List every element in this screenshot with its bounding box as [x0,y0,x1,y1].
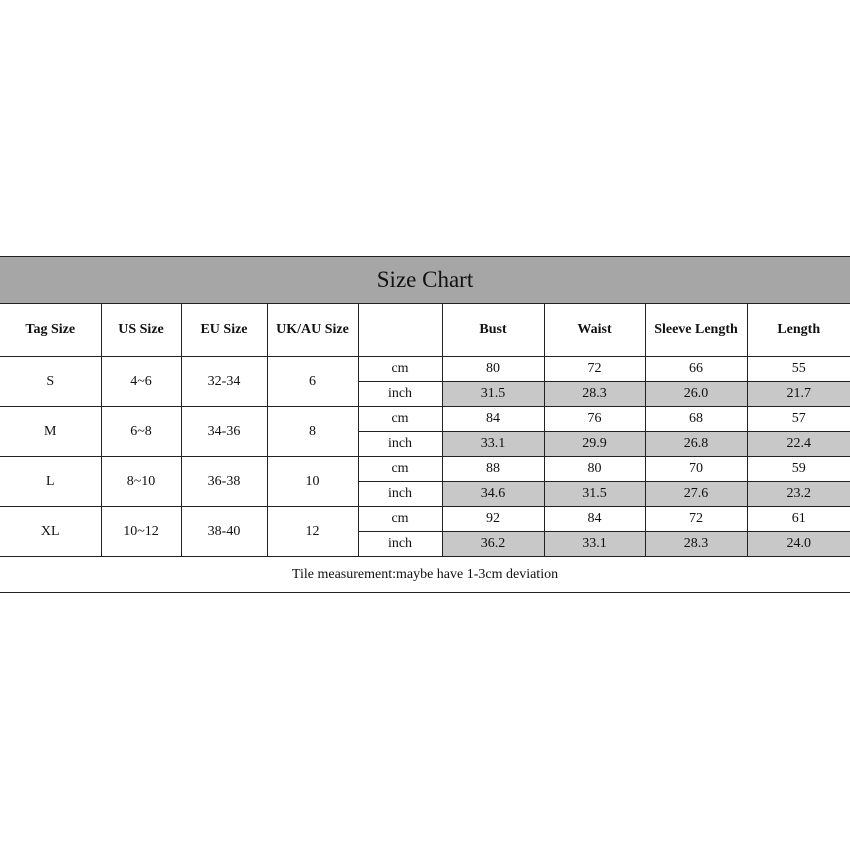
unit-cell: cm [358,507,442,532]
length-cell: 55 [747,357,850,382]
note-row [0,557,850,593]
eu-size-cell: 32-34 [181,357,267,407]
header-uk-au-size: UK/AU Size [267,304,358,357]
tag-size-cell: L [0,457,101,507]
bust-cell: 80 [442,357,544,382]
uk-au-size-cell: 10 [267,457,358,507]
waist-cell: 29.9 [544,432,645,457]
header-unit [358,304,442,357]
sleeve-length-cell: 26.0 [645,382,747,407]
us-size-cell: 6~8 [101,407,181,457]
header-eu-size: EU Size [181,304,267,357]
bust-cell: 34.6 [442,482,544,507]
unit-cell: inch [358,432,442,457]
sleeve-length-cell: 28.3 [645,532,747,557]
us-size-cell: 4~6 [101,357,181,407]
unit-cell: inch [358,532,442,557]
eu-size-cell: 34-36 [181,407,267,457]
unit-cell: inch [358,382,442,407]
waist-cell: 33.1 [544,532,645,557]
header-tag-size: Tag Size [0,304,101,357]
sleeve-length-cell: 66 [645,357,747,382]
table-row [0,457,850,482]
length-cell: 21.7 [747,382,850,407]
us-size-cell: 10~12 [101,507,181,557]
uk-au-size-cell: 8 [267,407,358,457]
table-row [0,407,850,432]
header-sleeve-length: Sleeve Length [645,304,747,357]
unit-cell: inch [358,482,442,507]
size-chart-title: Size Chart [0,257,850,304]
waist-cell: 84 [544,507,645,532]
table-row [0,507,850,532]
header-length: Length [747,304,850,357]
header-waist: Waist [544,304,645,357]
bust-cell: 92 [442,507,544,532]
bust-cell: 36.2 [442,532,544,557]
length-cell: 61 [747,507,850,532]
waist-cell: 76 [544,407,645,432]
unit-cell: cm [358,457,442,482]
length-cell: 57 [747,407,850,432]
tag-size-cell: S [0,357,101,407]
size-table [0,304,850,592]
unit-cell: cm [358,357,442,382]
sleeve-length-cell: 68 [645,407,747,432]
eu-size-cell: 38-40 [181,507,267,557]
length-cell: 23.2 [747,482,850,507]
size-chart [0,256,850,593]
waist-cell: 28.3 [544,382,645,407]
bust-cell: 84 [442,407,544,432]
sleeve-length-cell: 70 [645,457,747,482]
length-cell: 22.4 [747,432,850,457]
header-bust: Bust [442,304,544,357]
eu-size-cell: 36-38 [181,457,267,507]
us-size-cell: 8~10 [101,457,181,507]
bust-cell: 33.1 [442,432,544,457]
bust-cell: 31.5 [442,382,544,407]
length-cell: 59 [747,457,850,482]
waist-cell: 31.5 [544,482,645,507]
tag-size-cell: XL [0,507,101,557]
sleeve-length-cell: 26.8 [645,432,747,457]
tag-size-cell: M [0,407,101,457]
measurement-note: Tile measurement:maybe have 1-3cm deviation [0,557,850,593]
header-row [0,304,850,357]
waist-cell: 80 [544,457,645,482]
length-cell: 24.0 [747,532,850,557]
uk-au-size-cell: 6 [267,357,358,407]
header-us-size: US Size [101,304,181,357]
uk-au-size-cell: 12 [267,507,358,557]
waist-cell: 72 [544,357,645,382]
sleeve-length-cell: 72 [645,507,747,532]
table-row [0,357,850,382]
sleeve-length-cell: 27.6 [645,482,747,507]
bust-cell: 88 [442,457,544,482]
unit-cell: cm [358,407,442,432]
